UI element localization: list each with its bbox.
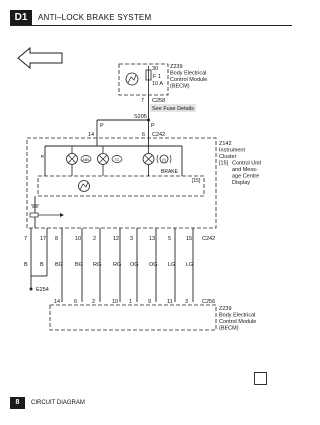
abs-lamp-icon <box>67 146 78 176</box>
cluster-sub-line-1: Control Unit <box>232 160 262 167</box>
c242-pin-number: 12 <box>113 236 120 242</box>
c242-pin-number: 10 <box>75 236 82 242</box>
c256-pin-number: 2 <box>92 299 96 305</box>
c258-pin: 7 <box>141 98 145 104</box>
control-unit-icon <box>79 181 90 192</box>
ground-dot <box>30 288 33 291</box>
ground-label: E254 <box>36 287 49 293</box>
cluster-sense-label: R <box>40 154 44 159</box>
c256-name: C256 <box>202 299 216 305</box>
cluster-line-1: Instrument <box>219 147 245 154</box>
c256-pin-number: 1 <box>129 299 133 305</box>
wire-color-label: OG <box>149 262 158 268</box>
becm-bottom-box <box>50 305 216 330</box>
c242-top-pin-left: 14 <box>88 132 95 138</box>
bulb-icon <box>126 73 138 85</box>
wire-color-label: RG <box>113 262 122 268</box>
control-unit-box <box>38 176 204 196</box>
cluster-internal-arrow-icon <box>60 213 64 217</box>
fuse-name: F 1 <box>153 74 161 80</box>
wire-color-label: OG <box>130 262 139 268</box>
tc-symbol-text: TC <box>114 158 120 162</box>
brake-label: BRAKE <box>161 169 178 175</box>
fuse-icon <box>146 66 151 95</box>
wire-color-label: LG <box>168 262 176 268</box>
c242-pin-number: 8 <box>55 236 59 242</box>
brake-lamp-icon <box>143 146 154 176</box>
c256-pin-number: 3 <box>185 299 189 305</box>
c242-pin-number: 3 <box>130 236 134 242</box>
page-title: ANTI–LOCK BRAKE SYSTEM <box>38 13 152 22</box>
becm-bottom-code: Z239 <box>219 306 232 312</box>
splice-s205-label: S205 <box>134 114 147 120</box>
back-arrow-icon[interactable] <box>18 48 62 68</box>
cluster-sub-line-4: Display <box>232 180 251 186</box>
c256-pin-number: 14 <box>54 299 61 305</box>
becm-top-line-1: Body Electrical <box>170 70 207 77</box>
becm-top-line-2: Control Module <box>170 77 208 83</box>
c242-bottom-name: C242 <box>202 236 216 242</box>
corner-checkbox <box>254 372 267 385</box>
becm-top-code: Z239 <box>170 64 183 70</box>
cluster-line-2: Cluster <box>219 154 237 160</box>
becm-top-line-3: (BECM) <box>170 83 190 90</box>
c242-top-name: C242 <box>152 132 166 138</box>
fuse-rating: 10 A <box>152 81 164 87</box>
wire-color-label: BG <box>75 262 83 268</box>
tc-lamp-icon <box>98 146 109 176</box>
fuse-number: 30 <box>152 66 159 72</box>
wire-color-label: B <box>40 262 44 268</box>
c242-top-pin-right: 6 <box>142 132 146 138</box>
becm-bottom-line-3: (BECM) <box>219 325 239 332</box>
wire-color-label: RG <box>93 262 102 268</box>
wire-p-right: P <box>151 123 155 129</box>
c242-pin-number: 5 <box>168 236 172 242</box>
page-number-tab: 8 <box>10 397 25 409</box>
c242-pin-number: 7 <box>24 236 28 242</box>
fuse-details-text: See Fuse Details <box>152 106 194 112</box>
cluster-box <box>27 138 216 228</box>
wire-color-label: LG <box>186 262 194 268</box>
cluster-sub-line-3: age Centre <box>232 173 260 180</box>
c256-pin-number: 11 <box>167 299 173 305</box>
c256-pin-number: 6 <box>74 299 78 305</box>
c256-pin-number: 9 <box>148 299 152 305</box>
brake-symbol-text: (!) <box>162 157 166 162</box>
cluster-sub-line-2: and Mess- <box>232 167 258 173</box>
c242-pin-number: 2 <box>93 236 97 242</box>
c242-pin-number: 17 <box>40 236 47 242</box>
cluster-code: Z142 <box>219 141 232 147</box>
c256-pin-number: 10 <box>112 299 119 305</box>
becm-bottom-line-1: Body Electrical <box>219 312 256 319</box>
wire-color-label: BG <box>55 262 63 268</box>
wire-color-label: B <box>24 262 28 268</box>
footer-label: CIRCUIT DIAGRAM <box>31 400 85 406</box>
wire-p-left: P <box>100 123 104 129</box>
becm-bottom-line-2: Control Module <box>219 319 257 325</box>
control-unit-label: [15] <box>192 178 201 184</box>
pin-layer <box>24 228 193 305</box>
section-code: D1 <box>14 12 28 23</box>
abs-symbol-text: ABS <box>82 158 90 162</box>
cluster-resistor <box>30 213 38 217</box>
cluster-subcode: [15] <box>219 160 229 167</box>
c258-name: C258 <box>152 98 166 104</box>
c242-pin-number: 13 <box>149 236 156 242</box>
c242-pin-number: 15 <box>186 236 193 242</box>
